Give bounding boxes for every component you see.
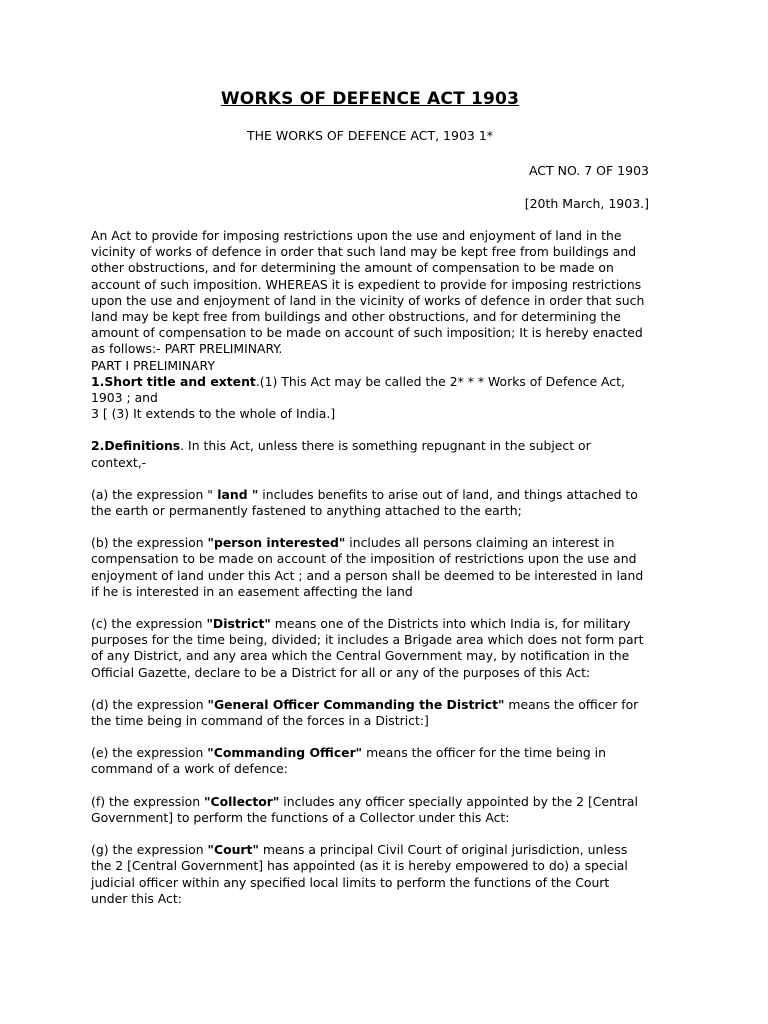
definition-g: (g) the expression "Court" means a principal Civil Court of original jurisdiction, unless the 2 [Central Government] has appointed (as it is hereby empowered to do) a special judicial officer within any specified local limits to perform the functions of the Court under this Act: [91, 842, 628, 906]
section-1-heading: 1.Short title and extent [91, 373, 256, 389]
definition-f-term: "Collector" [204, 793, 280, 809]
definition-e-term: "Commanding Officer" [207, 745, 363, 761]
definition-a-term: land " [212, 486, 259, 502]
definition-d: (d) the expression "General Officer Commanding the District" means the officer for the time being in command of the forces in a District:] [91, 696, 639, 729]
definition-b: (b) the expression "person interested" includes all persons claiming an interest in compensation to be made on account of the imposition of restrictions upon the use and enjoyment of land under this Act ; and a person shall be deemed to be interested in land if he is interested in an easement affecting the land [91, 535, 644, 599]
preamble-paragraph: An Act to provide for imposing restrictions upon the use and enjoyment of land in the vicinity of works of defence in order that such land may be kept free from buildings and other obstructions, and for determining the amount of compensation to be made on account of such imposition. WHEREAS it is expedient to provide for imposing restrictions upon the use and enjoyment of land in the vicinity of works of defence in order that such land may be kept free from buildings and other obstructions, and for determining the amount of compensation to be made on account of such imposition; It is hereby enacted as follows:- PART PRELIMINARY. [91, 228, 645, 357]
section-2-heading: 2.Definitions [91, 438, 181, 454]
section-1-paragraph [91, 374, 649, 406]
section-2-text: . In this Act, unless there is something repugnant in the subject or context,- [91, 438, 591, 470]
definition-g-term: "Court" [207, 842, 259, 858]
document-subtitle: THE WORKS OF DEFENCE ACT, 1903 1* [246, 128, 494, 143]
act-number: ACT NO. 7 OF 1903 [528, 163, 649, 178]
definition-c: (c) the expression "District" means one of the Districts into which India is, for military purposes for the time being, divided; it includes a Brigade area which does not form part of any District, and any area which the Central Government may, by notification in the Official Gazette, declare to be a District for all or any of the purposes of this Act: [91, 616, 644, 680]
document-body [91, 228, 649, 907]
act-date: [20th March, 1903.] [524, 196, 649, 211]
definition-b-term: "person interested" [207, 535, 346, 551]
document-title: WORKS OF DEFENCE ACT 1903 [220, 89, 520, 109]
section-1-text: .(1) This Act may be called the 2* * * Works of Defence Act, 1903 ; and [91, 373, 625, 406]
part-heading: PART I PRELIMINARY [91, 357, 215, 373]
definition-a: (a) the expression " land " includes benefits to arise out of land, and things attached to the earth or permanently fastened to anything attached to the earth; [91, 486, 638, 519]
definition-f: (f) the expression "Collector" includes any officer specially appointed by the 2 [Central Government] to perform the functions of a Collector under this Act: [91, 793, 638, 825]
section-1-extent: 3 [ (3) It extends to the whole of India.] [91, 406, 336, 422]
definition-c-term: "District" [206, 616, 271, 632]
section-2-paragraph [91, 438, 649, 470]
definition-e: (e) the expression "Commanding Officer" means the officer for the time being in command of a work of defence: [91, 745, 606, 777]
definition-d-term: "General Officer Commanding the District" [207, 696, 505, 712]
